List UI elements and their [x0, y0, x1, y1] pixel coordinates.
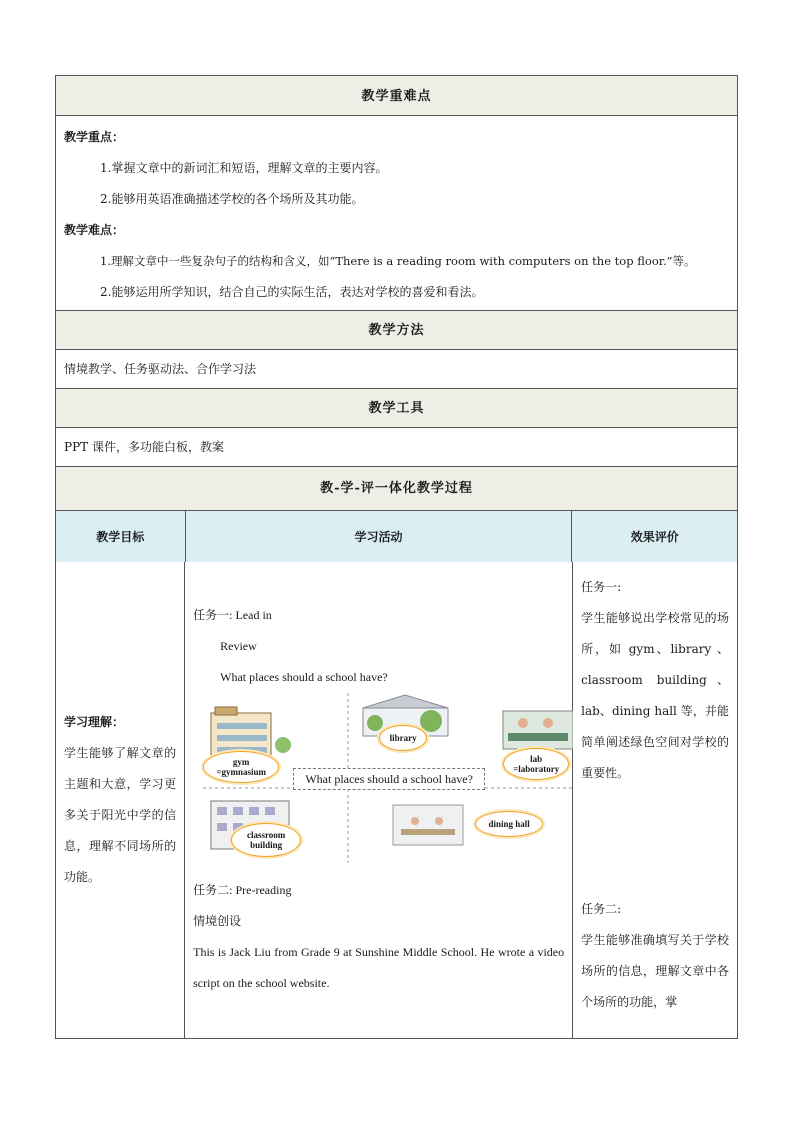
task2-title: 任务二: Pre-reading [193, 883, 292, 897]
gym-label: gym =gymnasium [216, 757, 266, 777]
task1-title: 任务一: Lead in [193, 608, 272, 622]
task2-text: This is Jack Liu from Grade 9 at Sunshine Middle School. He wrote a video script on the school website. [193, 945, 565, 990]
process-header [55, 467, 738, 511]
col-eval-label: 效果评价 [630, 530, 679, 544]
task1-review: Review [220, 639, 257, 653]
key-focus-item: 1.掌握文章中的新词汇和短语，理解文章的主要内容。 [100, 161, 388, 175]
key-points-title: 教学重难点 [361, 89, 432, 104]
gym-building-icon [211, 707, 291, 755]
library-label: library [389, 733, 417, 743]
lab-label: lab =laboratory [513, 754, 560, 774]
library-bubble [379, 725, 427, 751]
tools-body [55, 428, 738, 467]
tools-title: 教学工具 [368, 401, 425, 416]
col-goal-header [56, 511, 185, 562]
gym-bubble [203, 751, 279, 783]
eval2-text: 学生能够准确填写关于学校场所的信息，理解文章中各个场所的功能，掌 [581, 933, 729, 1009]
lab-bubble [503, 748, 569, 780]
dining-hall-label: dining hall [488, 819, 530, 829]
eval1-label: 任务一: [581, 580, 622, 594]
tools-header [55, 389, 738, 428]
activity-cell [184, 562, 572, 1038]
difficulty-item: 1.理解文章中一些复杂句子的结构和含义，如“There is a reading room with computers on the top floor.”等。 [100, 254, 696, 268]
method-text: 情境教学、任务驱动法、合作学习法 [64, 362, 257, 376]
tools-text: PPT 课件，多功能白板，教案 [64, 440, 224, 454]
goal-cell [56, 562, 184, 1038]
process-table-row [55, 562, 738, 1039]
dining-hall-bubble [475, 811, 543, 837]
key-focus-label: 教学重点： [64, 130, 125, 144]
process-title: 教-学-评一体化教学过程 [320, 481, 473, 496]
col-goal-label: 教学目标 [96, 530, 145, 544]
lesson-plan-page [55, 75, 738, 1039]
col-activity-label: 学习活动 [354, 530, 403, 544]
method-body [55, 350, 738, 389]
eval1-text: 学生能够说出学校常见的场所，如 gym、library 、classroom building、lab、dining hall 等，并能简单阐述绿色空间对学校的重要性。 [581, 611, 729, 780]
task2-subtitle: 情境创设 [193, 914, 242, 928]
col-activity-header [185, 511, 572, 562]
method-header [55, 311, 738, 350]
eval2-label: 任务二: [581, 902, 622, 916]
illustration-question: What places should a school have? [305, 771, 473, 786]
eval-cell [572, 562, 737, 1038]
goal-label: 学习理解： [64, 715, 125, 729]
difficulty-item: 2.能够运用所学知识，结合自己的实际生活，表达对学校的喜爱和看法。 [100, 285, 484, 299]
dining-hall-scene-icon [393, 805, 463, 845]
key-points-body [55, 116, 738, 311]
illustration-question-box [293, 768, 485, 790]
difficulty-label: 教学难点： [64, 223, 125, 237]
key-focus-item: 2.能够用英语准确描述学校的各个场所及其功能。 [100, 192, 364, 206]
process-table-header [55, 511, 738, 562]
classroom-bubble [231, 823, 301, 857]
col-eval-header [571, 511, 737, 562]
lab-scene-icon [503, 711, 573, 749]
method-title: 教学方法 [368, 323, 425, 338]
task1-question: What places should a school have? [220, 670, 388, 684]
goal-text: 学生能够了解文章的主题和大意，学习更多关于阳光中学的信息，理解不同场所的功能。 [64, 746, 177, 884]
school-places-illustration [203, 693, 573, 871]
classroom-label: classroom building [246, 830, 286, 850]
key-points-header [55, 75, 738, 116]
